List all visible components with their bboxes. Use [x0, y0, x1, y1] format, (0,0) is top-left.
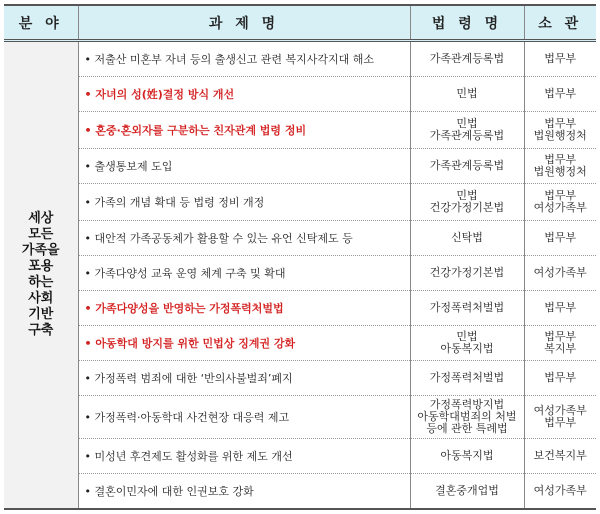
table-row — [4, 326, 596, 361]
table-row — [4, 439, 596, 474]
table-row — [4, 291, 596, 326]
field-label-line: 모든 — [28, 227, 54, 242]
law-name: 아동복지법 — [440, 342, 494, 355]
law-name: 건강가정기본법 — [429, 266, 505, 279]
task-cell: • 미성년 후견제도 활성화를 위한 제도 개선 — [78, 439, 410, 474]
field-label — [4, 41, 78, 510]
policy-table — [4, 4, 596, 510]
task-cell: • 가정폭력·아동학대 사건현장 대응력 제고 — [78, 396, 410, 439]
field-label-line: 사회 — [28, 291, 54, 306]
field-label-line: 포용 — [28, 259, 54, 274]
law-cell — [410, 439, 524, 474]
table-row — [4, 112, 596, 149]
task-cell: • 결혼이민자에 대한 인권보호 강화 — [78, 474, 410, 510]
dept-name: 법무부 — [544, 52, 577, 65]
dept-cell — [524, 41, 596, 77]
law-cell — [410, 184, 524, 221]
dept-cell — [524, 256, 596, 291]
law-cell — [410, 291, 524, 326]
law-cell — [410, 396, 524, 439]
dept-cell — [524, 221, 596, 256]
table-body — [4, 41, 596, 510]
dept-name: 여성가족부 — [533, 484, 587, 497]
field-label-line: 구축 — [28, 323, 54, 338]
law-name: 가족관계등록법 — [429, 52, 505, 65]
law-name: 민법 — [456, 87, 478, 100]
field-label-line: 하는 — [28, 275, 54, 290]
header-field: 분 야 — [4, 5, 78, 41]
table-row — [4, 77, 596, 112]
dept-cell — [524, 149, 596, 184]
table-row — [4, 361, 596, 396]
task-cell: • 가족다양성을 반영하는 가정폭력처벌법 — [78, 291, 410, 326]
dept-name: 법무부 — [544, 371, 577, 384]
law-cell — [410, 256, 524, 291]
law-cell — [410, 221, 524, 256]
law-name: 신탁법 — [451, 231, 483, 244]
dept-name: 법무부 — [544, 87, 577, 100]
dept-name: 복지부 — [544, 342, 577, 355]
table-row — [4, 221, 596, 256]
law-cell — [410, 77, 524, 112]
law-name: 건강가정기본법 — [429, 201, 505, 214]
field-label-line: 기반 — [28, 307, 54, 322]
dept-name: 법무부 — [544, 231, 577, 244]
field-label-line: 세상 — [28, 211, 54, 226]
task-cell: • 가족다양성 교육 운영 체계 구축 및 확대 — [78, 256, 410, 291]
dept-cell — [524, 77, 596, 112]
dept-cell — [524, 184, 596, 221]
dept-name: 법무부 — [544, 330, 577, 343]
table-row — [4, 256, 596, 291]
law-cell — [410, 112, 524, 149]
table-row — [4, 149, 596, 184]
dept-name: 법무부 — [544, 416, 577, 429]
table-row — [4, 474, 596, 510]
task-cell: • 아동학대 방지를 위한 민법상 징계권 강화 — [78, 326, 410, 361]
law-name: 아동복지법 — [440, 449, 494, 462]
law-name: 등에 관한 특례법 — [426, 422, 508, 435]
dept-cell — [524, 112, 596, 149]
task-cell: • 가족의 개념 확대 등 법령 정비 개정 — [78, 184, 410, 221]
field-label-line: 가족을 — [21, 243, 60, 258]
task-cell: • 가정폭력 범죄에 대한 ‘반의사불벌죄’폐지 — [78, 361, 410, 396]
law-cell — [410, 149, 524, 184]
header-row — [4, 5, 596, 41]
law-name: 민법 — [456, 117, 478, 130]
dept-name: 법무부 — [544, 189, 577, 202]
header-law: 법 령 명 — [410, 5, 524, 41]
dept-cell — [524, 291, 596, 326]
task-cell: • 대안적 가족공동체가 활용할 수 있는 유언 신탁제도 등 — [78, 221, 410, 256]
task-cell: • 혼중·혼외자를 구분하는 친자관계 법령 정비 — [78, 112, 410, 149]
dept-cell — [524, 326, 596, 361]
table-row — [4, 41, 596, 77]
law-cell — [410, 41, 524, 77]
dept-name: 여성가족부 — [533, 201, 587, 214]
policy-table-container — [4, 4, 596, 510]
dept-name: 법원행정처 — [533, 129, 587, 142]
law-cell — [410, 326, 524, 361]
law-name: 가정폭력처벌법 — [429, 301, 505, 314]
dept-cell — [524, 396, 596, 439]
dept-cell — [524, 439, 596, 474]
law-name: 아동학대범죄의 처벌 — [417, 410, 517, 423]
dept-name: 법원행정처 — [533, 165, 587, 178]
dept-cell — [524, 361, 596, 396]
law-cell — [410, 474, 524, 510]
law-name: 민법 — [456, 189, 478, 202]
dept-name: 법무부 — [544, 153, 577, 166]
dept-name: 법무부 — [544, 301, 577, 314]
dept-name: 법무부 — [544, 117, 577, 130]
task-cell: • 자녀의 성(姓)결정 방식 개선 — [78, 77, 410, 112]
table-row — [4, 396, 596, 439]
header-task: 과 제 명 — [78, 5, 410, 41]
law-name: 가족관계등록법 — [429, 129, 505, 142]
law-cell — [410, 361, 524, 396]
dept-name: 여성가족부 — [533, 404, 587, 417]
dept-cell — [524, 474, 596, 510]
dept-name: 여성가족부 — [533, 266, 587, 279]
law-name: 가족관계등록법 — [429, 159, 505, 172]
header-dept: 소 관 — [524, 5, 596, 41]
task-cell: • 출생통보제 도입 — [78, 149, 410, 184]
law-name: 민법 — [456, 330, 478, 343]
law-name: 결혼중개업법 — [435, 484, 499, 497]
task-cell: • 저출산 미혼부 자녀 등의 출생신고 관련 복지사각지대 해소 — [78, 41, 410, 77]
dept-name: 보건복지부 — [533, 449, 587, 462]
table-row — [4, 184, 596, 221]
law-name: 가정폭력방지법 — [429, 398, 505, 411]
law-name: 가정폭력처벌법 — [429, 371, 505, 384]
